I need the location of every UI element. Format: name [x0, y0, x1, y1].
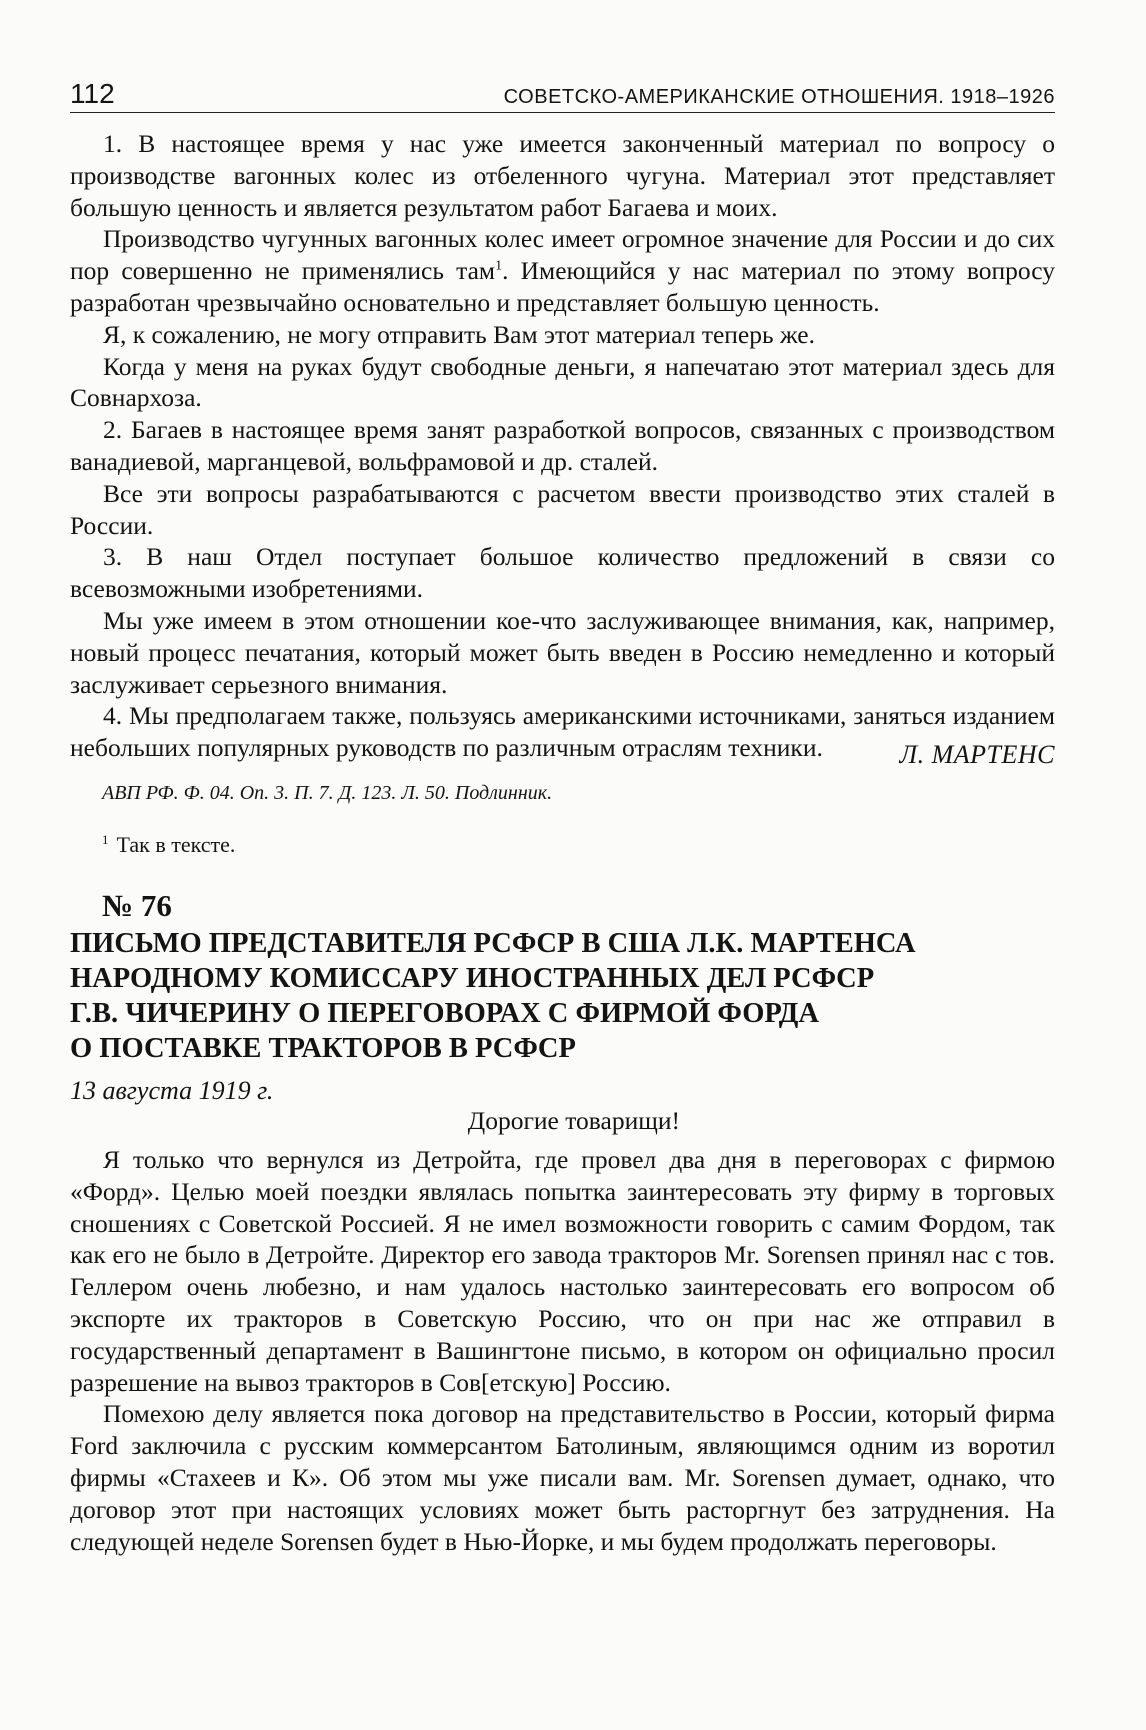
heading-line: ПИСЬМО ПРЕДСТАВИТЕЛЯ РСФСР В США Л.К. МАРТЕНСА — [70, 928, 916, 959]
paragraph: Я только что вернулся из Детройта, где провел два дня в переговорах с фирмою «Форд». Целью моей поездки являлась попытка заинтересовать эту фирму в торговых сношениях с Советской Россией. Я не имел возможности говорить с самим Фордом, так как его не было в Детройте. Директор его завода тракторов Mr. Sorensen принял нас с тов. Геллером очень любезно, и нам удалось настолько заинтересовать его вопросом об экспорте их тракторов в Советскую Россию, что он при нас же отправил в государственный департамент в Вашингтоне письмо, в котором он официально просил разрешение на вывоз тракторов в Сов[етскую] Россию. — [70, 1145, 1055, 1397]
letter-text — [70, 1144, 1055, 1557]
heading-line: НАРОДНОМУ КОМИССАРУ ИНОСТРАННЫХ ДЕЛ РСФСР — [70, 963, 875, 994]
heading-line: О ПОСТАВКЕ ТРАКТОРОВ В РСФСР — [70, 1033, 576, 1064]
signature: Л. МАРТЕНС — [899, 740, 1055, 769]
paragraph: Я, к сожалению, не могу отправить Вам этот материал теперь же. — [103, 319, 815, 349]
salutation: Дорогие товарищи! — [467, 1106, 680, 1135]
footnote-text: Так в тексте. — [116, 832, 236, 857]
paragraph — [70, 223, 1055, 318]
paragraph: 1. В настоящее время у нас уже имеется законченный материал по вопросу о производстве вагонных колес из отбеленного чугуна. Материал этот представляет большую ценность и является результатом работ Багаева и моих. — [70, 129, 1055, 222]
document-page — [70, 0, 1055, 1730]
previous-document-text — [70, 128, 1055, 764]
footnote — [102, 832, 235, 858]
page-number: 112 — [70, 78, 115, 109]
paragraph: Мы уже имеем в этом отношении кое-что заслуживающее внимания, как, например, новый процесс печатания, который может быть введен в Россию немедленно и который заслуживает серьезного внимания. — [70, 605, 1055, 699]
paragraph: 3. В наш Отдел поступает большое количество предложений в связи со всевозможными изобретениями. — [70, 542, 1055, 604]
paragraph: Помехою делу является пока договор на представительство в России, который фирма Ford заключила с русским коммерсантом Батолиным, являющимся одним из воротил фирмы «Стахеев и К». Об этом мы уже писали вам. Mr. Sorensen думает, однако, что договор этот при настоящих условиях может быть расторгнут без затруднения. На следующей неделе Sorensen будет в Нью-Йорке, и мы будем продолжать переговоры. — [70, 1399, 1055, 1556]
paragraph: 4. Мы предполагаем также, пользуясь американскими источниками, заняться изданием небольших популярных руководств по различным отраслям техники. — [70, 701, 1055, 763]
running-header — [70, 78, 1055, 113]
paragraph-text: . Имеющийся у нас материал по этому вопросу разработан чрезвычайно основательно и представляет большую ценность. — [70, 256, 1055, 317]
paragraph-text: Производство чугунных вагонных колес имеет огромное значение для России и до сих пор совершенно не применялись там — [70, 224, 1055, 286]
footnote-number: 1 — [102, 831, 109, 847]
paragraph: Все эти вопросы разрабатываются с расчетом ввести производство этих сталей в России. — [70, 478, 1055, 540]
footnote-marker: 1 — [495, 258, 503, 274]
heading-line: Г.В. ЧИЧЕРИНУ О ПЕРЕГОВОРАХ С ФИРМОЙ ФОРДА — [70, 998, 819, 1029]
archive-reference: АВП РФ. Ф. 04. Оп. 3. П. 7. Д. 123. Л. 50. Подлинник. — [102, 782, 553, 804]
document-number: № 76 — [102, 888, 172, 923]
running-title: СОВЕТСКО-АМЕРИКАНСКИЕ ОТНОШЕНИЯ. 1918–1926 — [503, 86, 1055, 108]
document-date: 13 августа 1919 г. — [70, 1076, 274, 1105]
paragraph: 2. Багаев в настоящее время занят разработкой вопросов, связанных с производством ванадиевой, марганцевой, вольфрамовой и др. сталей. — [70, 415, 1055, 476]
document-heading — [70, 926, 970, 1066]
paragraph: Когда у меня на руках будут свободные деньги, я напечатаю этот материал здесь для Совнархоза. — [70, 351, 1055, 413]
